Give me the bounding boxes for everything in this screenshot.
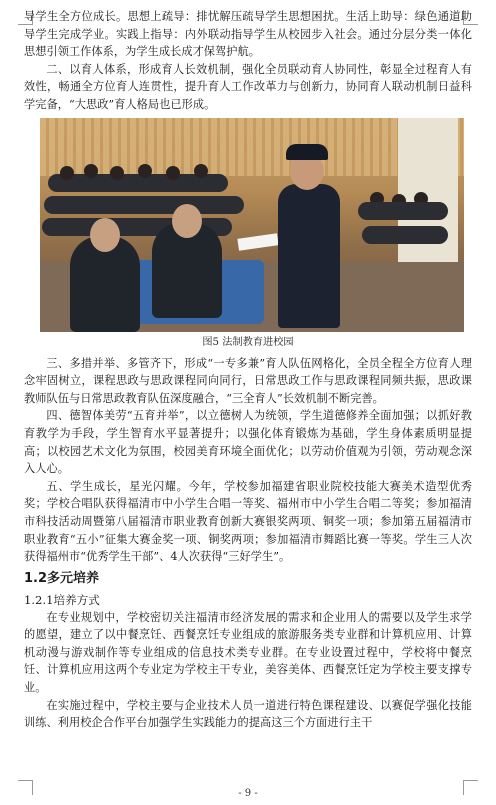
paragraph: 二、以育人体系，形成育人长效机制，强化全员联动育人协同性，彰显全过程育人有效性，畅通全方位育人连贯性，提升育人工作改革力与创新力，协同育人联动机制日益科学完备，“大思政”育人格局也已形成。 (24, 62, 472, 111)
document-page (24, 8, 472, 732)
section-heading: 1.2多元培养 (24, 570, 100, 586)
figure (24, 118, 472, 351)
student (70, 236, 140, 332)
figure-caption: 图5 法制教育进校园 (202, 336, 294, 348)
police-officer (254, 138, 364, 328)
student (152, 222, 222, 318)
paragraph: 在实施过程中，学校主要与企业技术人员一道进行特色课程建设、以赛促学强化技能训练、利用校企合作平台加强学生实践能力的提高这三个方面进行主干 (24, 698, 472, 730)
page-number: - 9 - (238, 788, 258, 799)
paragraph: 导学生全方位成长。思想上疏导：排忧解压疏导学生思想困扰。生活上助导：绿色通道助导学生完成学业。实践上指导：内外联动指导学生从校园步入社会。通过分层分类一体化思想引领工作体系，为学生成长成才保驾护航。 (24, 10, 472, 59)
paragraph: 五、学生成长，星光闪耀。今年，学校参加福建省职业院校技能大赛美术造型优秀奖；学校合唱队获得福清市中小学生合唱一等奖、福州市中小学生合唱二等奖；参加福清市科技活动周暨第八届福清市职业教育创新大赛银奖两项、铜奖一项；参加第五届福清市职业教育“五小”征集大赛金奖一项、铜奖两项；参加福清市舞蹈比赛一等奖。学生三人次获得福州市“优秀学生干部”、4人次获得“三好学生”。 (24, 479, 472, 564)
paragraph: 三、多措并举、多管齐下，形成“一专多兼”育人队伍网格化，全员全程全方位育人理念牢固树立，课程思政与思政课程同向同行，日常思政工作与思政课程同频共振，思政课教师队伍与日常思政教育队伍深度融合，“三全育人”长效机制不断完善。 (24, 356, 472, 405)
photo-legal-education (40, 118, 464, 332)
paragraph: 在专业规划中，学校密切关注福清市经济发展的需求和企业用人的需要以及学生求学的愿望，建立了以中餐烹饪、西餐烹饪专业组成的旅游服务类专业群和计算机应用、计算机动漫与游戏制作等专业组成的信息技术类专业群。在专业设置过程中，学校将中餐烹饪、计算机应用这两个专业定为学校主干专业，美容美体、西餐烹饪定为学校主要支撑专业。 (24, 610, 472, 695)
paragraph: 四、德智体美劳“五育并举”，以立德树人为统领，学生道德修养全面加强；以抓好教育教学为手段，学生智育水平显著提升；以强化体育锻炼为基础，学生身体素质明显提高；以校园艺术文化为氛围，校园美育环境全面优化；以劳动价值观为引领，劳动观念深入人心。 (24, 409, 472, 476)
subsection-heading: 1.2.1培养方式 (24, 592, 100, 607)
